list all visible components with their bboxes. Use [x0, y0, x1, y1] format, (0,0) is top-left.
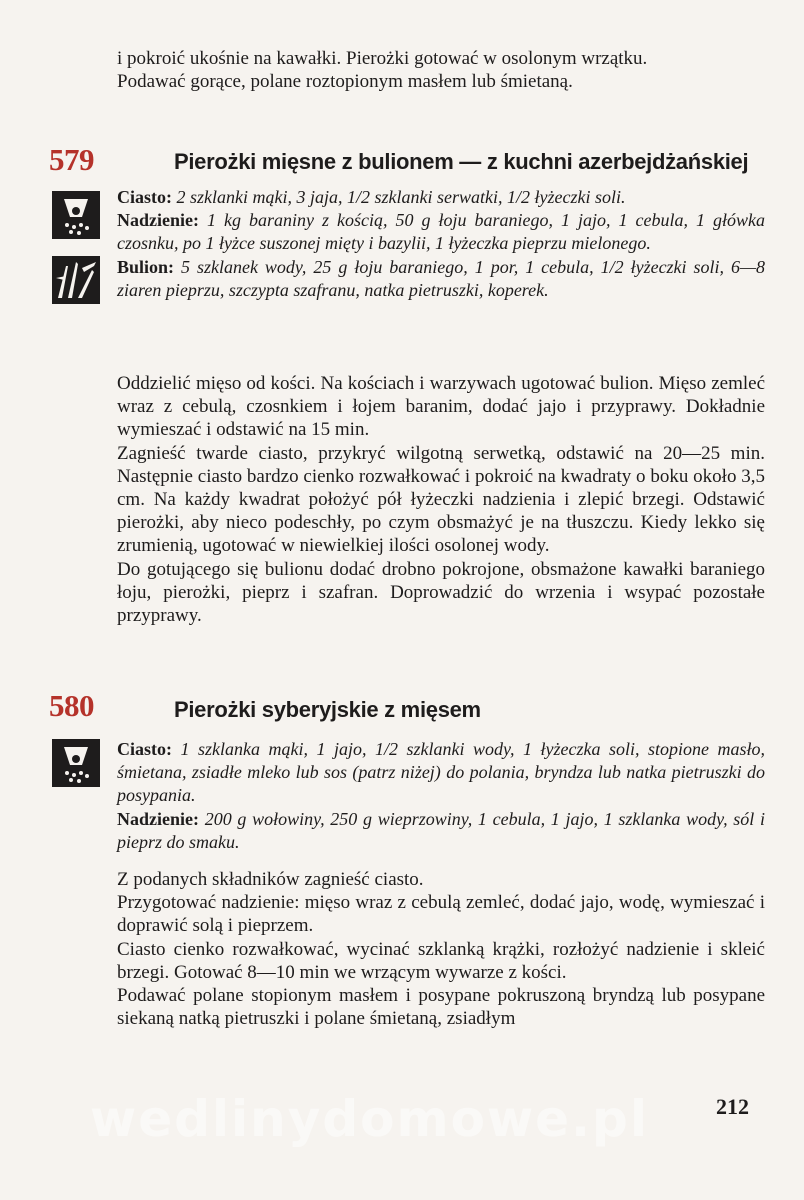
- text-nadzienie: 1 kg baraniny z kością, 50 g łoju baraniego, 1 jajo, 1 cebula, 1 główka czosnku, po 1 łyżce suszonej mięty i bazylii, 1 łyżeczka pieprzu mielonego.: [117, 210, 766, 254]
- ingredient-filling-580: [117, 808, 765, 854]
- label-nadzienie: Nadzienie:: [117, 808, 205, 829]
- ingredients-580: [117, 738, 765, 854]
- paragraph: Do gotującego się bulionu dodać drobno pokrojone, obsmażone kawałki baraniego łoju, pierożki, pieprz i szafran. Doprowadzić do wrzenia i wsypać pozostałe przyprawy.: [117, 558, 765, 627]
- text-ciasto: 2 szklanki mąki, 3 jaja, 1/2 szklanki serwatki, 1/2 łyżeczki soli.: [176, 187, 626, 207]
- recipe-number-580: 580: [49, 688, 94, 723]
- recipe-title-579: Pierożki mięsne z bulionem — z kuchni azerbejdżańskiej: [174, 149, 749, 174]
- ingredient-broth-579: [117, 256, 765, 302]
- paragraph: Podawać polane stopionym masłem i posypane pokruszoną bryndzą lub posypane siekaną natką pietruszki i polane śmietaną, zsiadłym: [117, 985, 765, 1030]
- recipe-title-580: Pierożki syberyjskie z mięsem: [174, 697, 481, 722]
- dough-icon: [52, 191, 100, 239]
- herbs-icon: [52, 256, 100, 304]
- continuation-line-1: i pokroić ukośnie na kawałki. Pierożki gotować w osolonym wrzątku.: [117, 48, 648, 69]
- continuation-text: [117, 47, 765, 93]
- paragraph: Ciasto cienko rozwałkować, wycinać szklanką krążki, rozłożyć nadzienie i skleić brzegi. Gotować 8—10 min we wrzącym wywarze z kości.: [117, 938, 765, 983]
- paragraph: Z podanych składników zagnieść ciasto.: [117, 869, 424, 890]
- text-ciasto: 1 szklanka mąki, 1 jajo, 1/2 szklanki wody, 1 łyżeczka soli, stopione masło, śmietana, zsiadłe mleko lub sos (patrz niżej) do polania, bryndza lub natka pietruszki do posypania.: [117, 739, 765, 806]
- label-bulion: Bulion:: [117, 256, 181, 277]
- ingredient-filling-579: [117, 209, 765, 255]
- paragraph: Oddzielić mięso od kości. Na kościach i warzywach ugotować bulion. Mięso zemleć wraz z cebulą, czosnkiem i łojem baranim, dodać jajo i przyprawy. Dokładnie wymieszać i odstawić na 15 min.: [117, 373, 765, 441]
- recipe-number-579: 579: [49, 142, 94, 177]
- ingredient-dough-579: [117, 186, 765, 209]
- instructions-579: [117, 372, 765, 627]
- dough-icon: [52, 739, 100, 787]
- text-bulion: 5 szklanek wody, 25 g łoju baraniego, 1 por, 1 cebula, 1/2 łyżeczki soli, 6—8 ziaren pieprzu, szczypta szafranu, natka pietruszki, koperek.: [117, 256, 765, 300]
- watermark: wedlinydomowe.pl: [90, 1090, 649, 1148]
- label-ciasto: Ciasto:: [117, 187, 177, 207]
- paragraph: Przygotować nadzienie: mięso wraz z cebulą zemleć, dodać jajo, wodę, wymieszać i doprawić solą i pieprzem.: [117, 892, 765, 937]
- label-nadzienie: Nadzienie:: [117, 210, 207, 231]
- label-ciasto: Ciasto:: [117, 739, 181, 759]
- ingredient-dough-580: [117, 738, 765, 808]
- page-number: 212: [716, 1094, 749, 1119]
- ingredients-579: [117, 186, 765, 302]
- continuation-line-2: Podawać gorące, polane roztopionym masłem lub śmietaną.: [117, 71, 573, 93]
- instructions-580: [117, 868, 765, 1030]
- paragraph: Zagnieść twarde ciasto, przykryć wilgotną serwetką, odstawić na 20—25 min. Następnie ciasto bardzo cienko rozwałkować i pokroić na kwadraty o boku około 3,5 cm. Na każdy kwadrat położyć pół łyżeczki nadzienia i zlepić brzegi. Odstawić pierożki, aby nieco podeschły, po czym obsmażyć je na tłuszczu. Kiedy lekko się zrumienią, ugotować w niewielkiej ilości osolonej wody.: [117, 442, 765, 557]
- text-nadzienie: 200 g wołowiny, 250 g wieprzowiny, 1 cebula, 1 jajo, 1 szklanka wody, sól i pieprz do smaku.: [117, 808, 766, 852]
